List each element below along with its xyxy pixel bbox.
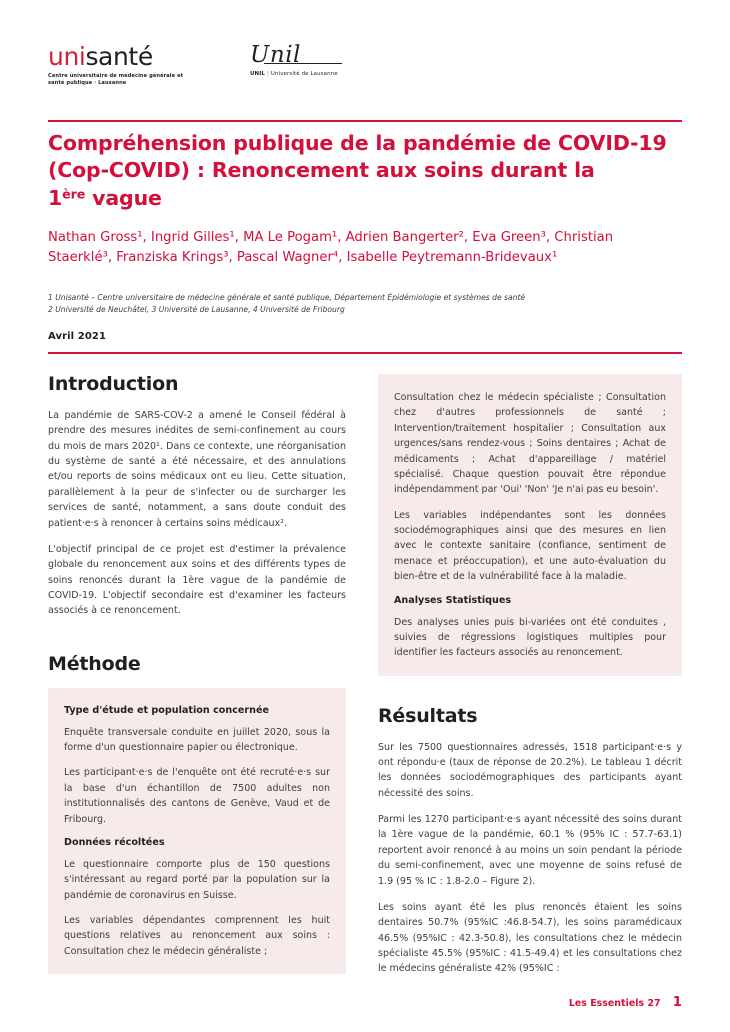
- methode-analyses-paragraph-1: Des analyses unies puis bi-variées ont été conduites , suivies de régressions logistiques multiples pour identifier les facteurs associés au renoncement.: [394, 616, 666, 659]
- affiliation-line-2: 2 Université de Neuchâtel, 3 Université de Lausanne, 4 Université de Fribourg: [48, 305, 345, 315]
- unil-fullname: Université de Lausanne: [270, 71, 338, 77]
- unil-separator: |: [266, 71, 269, 77]
- unisante-wordmark: [48, 44, 198, 69]
- unil-subtitle: [250, 71, 370, 77]
- left-column-spacer: [48, 630, 346, 654]
- header-divider-top: [48, 120, 682, 122]
- author-list: Nathan Gross¹, Ingrid Gilles¹, MA Le Pogam¹, Adrien Bangerter², Eva Green³, Christian Staerklé³, Franziska Krings³, Pascal Wagner⁴, Isabelle Peytremann-Bridevaux¹: [48, 230, 614, 266]
- page-title-line-2: (Cop-COVID) : Renoncement aux soins durant la: [48, 158, 595, 183]
- unil-logo: [250, 44, 370, 77]
- footer-series-label: Les Essentiels 27: [568, 998, 661, 1009]
- resultats-paragraph-2: Parmi les 1270 participant·e·s ayant nécessité des soins durant la 1ère vague de la pandémie, 60.1 % (95% IC : 57.7-63.1) reportent avoir renoncé à au moins un soin pendant la période du semi-confinement, avec une moyenne de soins refusé de 1.9 (95 % IC : 1.8-2.0 – Figure 2).: [378, 814, 682, 887]
- introduction-paragraph-2: L'objectif principal de ce projet est d'estimer la prévalence globale du renoncement aux soins et des différents types de soins renoncés durant la 1ère vague de la pandémie de COVID-19. L'objectif secondaire est d'examiner les facteurs associés à ce renoncement.: [48, 543, 346, 617]
- unil-abbrev: UNIL: [250, 71, 265, 77]
- methode-type-etude-paragraph-2: Les participant·e·s de l'enquête ont été recruté·e·s sur la base d'un échantillon de 7500 adultes non institutionnalisés des cantons de Genève, Vaud et de Fribourg.: [64, 767, 330, 825]
- introduction-paragraph-1: La pandémie de SARS-COV-2 a amené le Conseil fédéral à prendre des mesures inédites de semi-confinement au cours du mois de mars 2020¹. Dans ce contexte, une réorganisation du système de santé a été nécessaire, et des annulations et/ou reports de soins médicaux ont eu lieu. Cette situation, parallèlement à la peur de s'infecter ou de surcharger les services de santé, notamment, a sans doute conduit des patient·e·s à renoncer à certains soins médicaux².: [48, 409, 346, 529]
- left-column: [48, 374, 346, 974]
- methode-continuation-paragraph-1: Consultation chez le médecin spécialiste ; Consultation chez d'autres professionnels de santé ; Intervention/traitement hospitalier ; Consultation aux urgences/sans rendez-vous ; Soins dentaires ; Achat de médicaments ; Achat d'appareillage / matériel spécialisé. Chaque question pouvait être répondue indépendamment par 'Oui' 'Non' 'Je n'ai pas eu besoin'.: [394, 392, 666, 496]
- footer-page-number: 1: [672, 994, 682, 1010]
- unil-script-wordmark: Unil: [250, 44, 370, 64]
- resultats-paragraph-3: Les soins ayant été les plus renoncés étaient les soins dentaires 50.7% (95%IC :46.8-54.7), les soins paramédicaux 46.5% (95%IC : 42.3-50.8), les consultations chez le médecin spécialiste 45.5% (95%IC : 41.5-49.4) et les consultations chez le médecins généraliste 42% (95%IC :: [378, 901, 682, 975]
- methode-subheading-analyses-statistiques: Analyses Statistiques: [394, 594, 512, 606]
- methode-donnees-paragraph-2: Les variables dépendantes comprennent les huit questions relatives au renoncement aux soins : Consultation chez le médecin généraliste ;: [64, 915, 330, 957]
- publication-date: Avril 2021: [48, 331, 107, 342]
- page-title-line-1: Compréhension publique de la pandémie de COVID-19: [48, 131, 667, 155]
- methode-box: [48, 688, 346, 975]
- page-title-line-3: [48, 185, 672, 212]
- methode-continuation-box: [378, 374, 682, 676]
- section-heading-introduction: Introduction: [48, 373, 179, 395]
- page-footer: [569, 994, 682, 1010]
- page-title-ordinal: 1: [48, 185, 63, 210]
- unisante-wordmark-uni: uni: [48, 42, 86, 71]
- methode-donnees-paragraph-1: Le questionnaire comporte plus de 150 questions s'intéressant au regard porté par la population sur la pandémie de coronavirus en Suisse.: [64, 858, 330, 901]
- logo-row: [48, 44, 682, 96]
- page-title-line-3-rest: vague: [85, 185, 162, 210]
- unisante-logo: [48, 44, 198, 88]
- methode-continuation-paragraph-2: Les variables indépendantes sont les données sociodémographiques ainsi que des mesures en lien avec le contexte sanitaire (confiance, sentiment de menace et préoccupation), et une auto-évaluation du bien-être et de la vulnérabilité face à la maladie.: [394, 509, 666, 583]
- methode-subheading-donnees-recoltees: Données récoltées: [64, 836, 165, 848]
- section-heading-methode: Méthode: [48, 652, 141, 675]
- page-title: [48, 130, 672, 212]
- methode-type-etude-paragraph-1: Enquête transversale conduite en juillet 2020, sous la forme d'un questionnaire papier ou électronique.: [64, 726, 330, 754]
- unisante-wordmark-sante: santé: [85, 42, 153, 71]
- unisante-subtitle: Centre universitaire de médecine générale et santé publique · Lausanne: [48, 73, 184, 87]
- right-column: [378, 374, 682, 977]
- methode-subheading-type-etude: Type d'étude et population concernée: [64, 704, 270, 716]
- affiliation-line-1: 1 Unisanté – Centre universitaire de médecine générale et santé publique, Département Épidémiologie et systèmes de santé: [48, 293, 526, 302]
- page-title-ordinal-suffix: ère: [62, 186, 86, 202]
- section-heading-resultats: Résultats: [378, 704, 478, 727]
- affiliations: [48, 292, 682, 317]
- right-column-spacer: [378, 676, 682, 706]
- resultats-paragraph-1: Sur les 7500 questionnaires adressés, 1518 participant·e·s y ont répondu·e (taux de réponse de 20.2%). Le tableau 1 décrit les données sociodémographiques des participants ayant nécessité des soins.: [378, 741, 682, 799]
- header-divider-bottom: [48, 352, 682, 354]
